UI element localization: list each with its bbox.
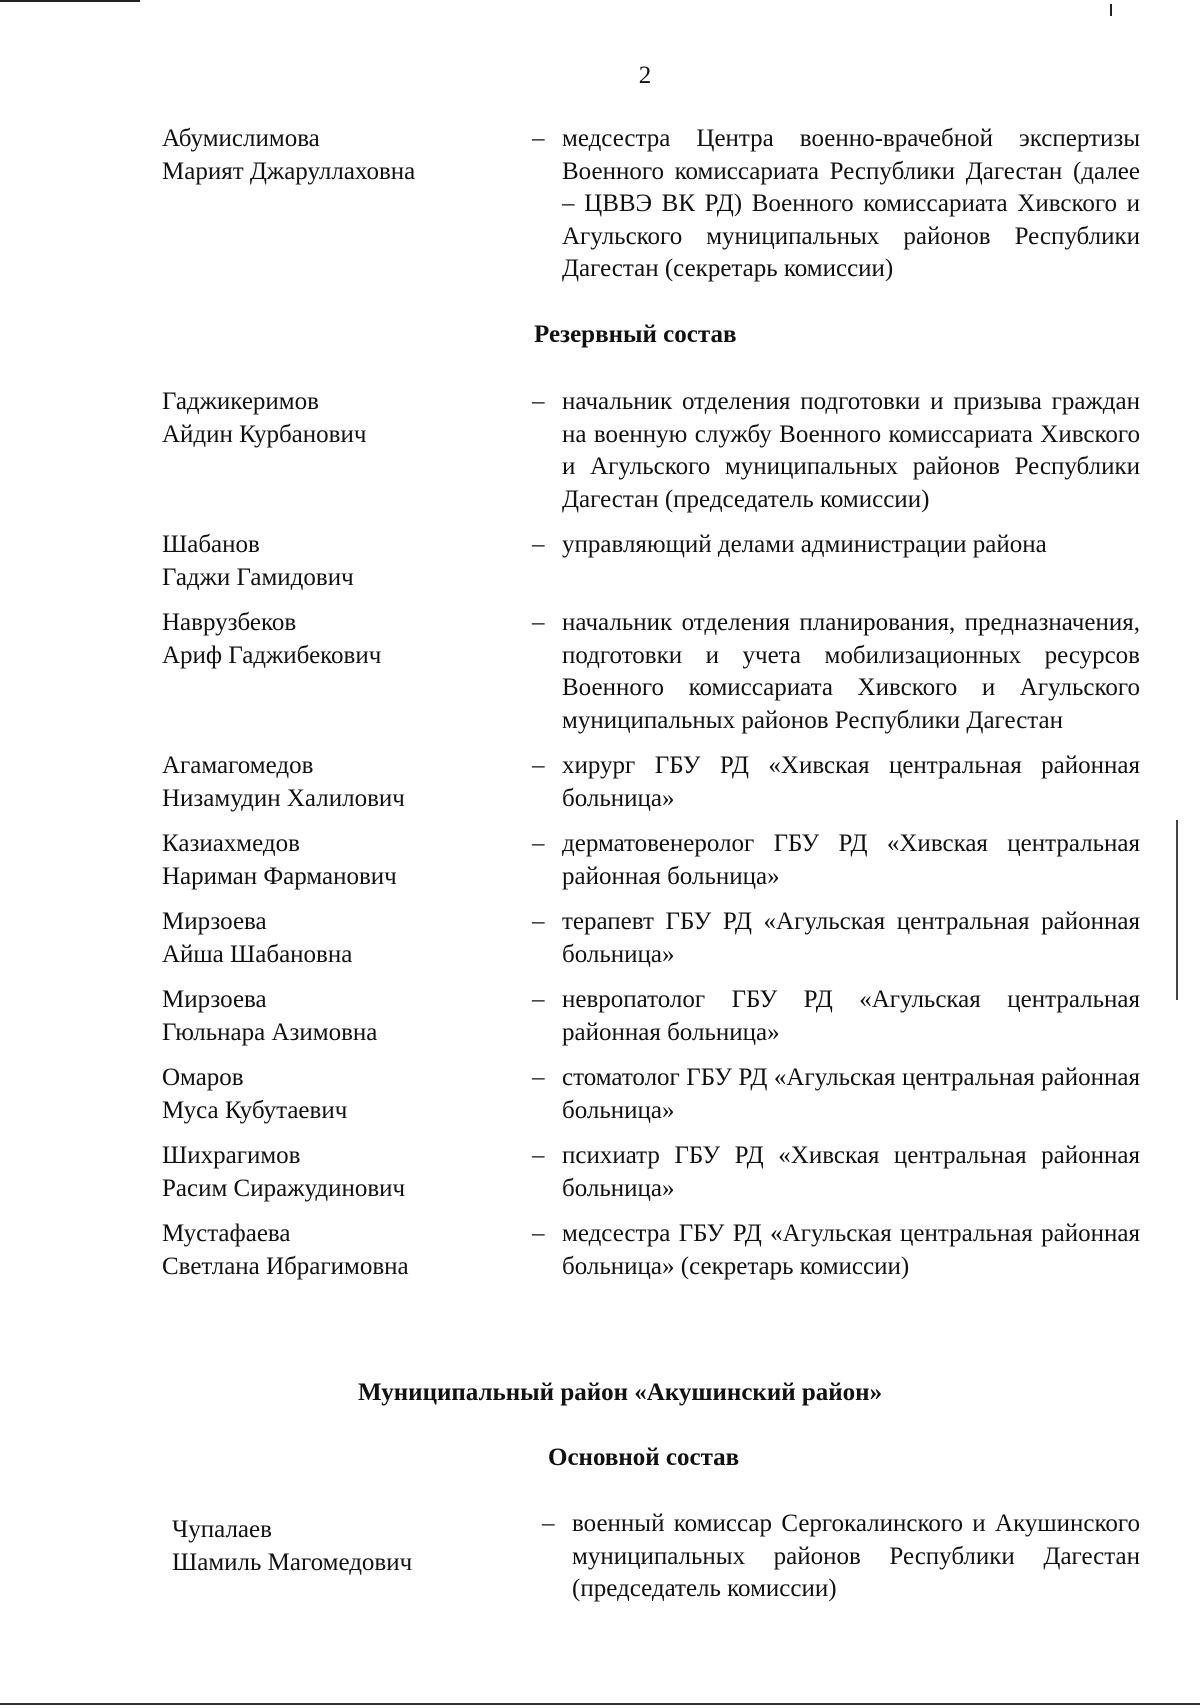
member-given-name: Светлана Ибрагимовна xyxy=(162,1252,409,1280)
member-surname: Наврузбеков xyxy=(162,609,297,636)
member-given-name: Муса Кубутаевич xyxy=(162,1096,348,1124)
member-given-name: Ариф Гаджибекович xyxy=(162,641,382,669)
member-name xyxy=(162,529,522,594)
dash-separator: – xyxy=(532,1142,545,1169)
dash-separator: – xyxy=(532,388,545,415)
member-entry xyxy=(162,1140,1140,1205)
member-name xyxy=(162,1218,522,1283)
member-role: стоматолог ГБУ РД «Агульская центральная районная больница» xyxy=(562,1064,1140,1124)
dash-separator: – xyxy=(532,908,545,935)
member-role: психиатр ГБУ РД «Хивская центральная районная больница» xyxy=(562,1142,1140,1202)
member-entry xyxy=(162,529,1140,594)
member-surname: Омаров xyxy=(162,1064,244,1091)
member-given-name: Гаджи Гамидович xyxy=(162,563,354,591)
member-surname: Абумислимова xyxy=(162,125,320,152)
member-given-name: Расим Сиражудинович xyxy=(162,1174,406,1202)
member-role: военный комиссар Сергокалинского и Акушинского муниципальных районов Республики Дагестан (председатель комиссии) xyxy=(572,1510,1140,1602)
member-name xyxy=(162,906,522,971)
member-entry xyxy=(162,906,1140,971)
member-surname: Казиахмедов xyxy=(162,830,300,857)
section-heading-district: Муниципальный район «Акушинский район» xyxy=(358,1379,883,1406)
member-name xyxy=(162,1140,522,1205)
page-number: 2 xyxy=(638,62,652,89)
dash-separator: – xyxy=(532,830,545,857)
member-name xyxy=(162,386,522,451)
member-entry xyxy=(162,386,1140,516)
dash-separator: – xyxy=(542,1510,555,1537)
member-given-name: Нариман Фарманович xyxy=(162,862,397,890)
member-entry xyxy=(162,607,1140,737)
member-role: начальник отделения подготовки и призыва граждан на военную службу Военного комиссариата Хивского и Агульского муниципальных районов Республики Дагестан (председатель комиссии) xyxy=(562,388,1140,513)
dash-separator: – xyxy=(532,1064,545,1091)
scan-edge-top-right xyxy=(1110,4,1112,16)
members-list-reserve xyxy=(162,386,1140,1283)
scan-edge-bottom xyxy=(0,1703,1200,1705)
member-entry xyxy=(162,828,1140,893)
member-given-name: Низамудин Халилович xyxy=(162,784,405,812)
member-surname: Гаджикеримов xyxy=(162,388,319,415)
member-surname: Агамагомедов xyxy=(162,752,314,779)
member-name xyxy=(162,607,522,672)
member-name xyxy=(162,123,522,188)
member-role: хирург ГБУ РД «Хивская центральная районная больница» xyxy=(562,752,1140,812)
member-given-name: Айдин Курбанович xyxy=(162,420,367,448)
member-role: невропатолог ГБУ РД «Агульская центральная районная больница» xyxy=(562,986,1140,1046)
member-role: управляющий делами администрации района xyxy=(562,531,1047,558)
member-name xyxy=(172,1514,532,1579)
member-entry xyxy=(162,750,1140,815)
scan-edge-right xyxy=(1176,820,1178,1000)
section-heading-main: Основной состав xyxy=(548,1444,740,1471)
member-entry xyxy=(172,1508,1140,1606)
member-given-name: Айша Шабановна xyxy=(162,940,353,968)
members-list-primary xyxy=(162,123,1140,294)
member-name xyxy=(162,1062,522,1127)
dash-separator: – xyxy=(532,609,545,636)
dash-separator: – xyxy=(532,986,545,1013)
dash-separator: – xyxy=(532,125,545,152)
member-name xyxy=(162,750,522,815)
member-name xyxy=(162,828,522,893)
dash-separator: – xyxy=(532,752,545,779)
member-given-name: Шамиль Магомедович xyxy=(172,1548,413,1576)
member-role: начальник отделения планирования, предназначения, подготовки и учета мобилизационных ресурсов Военного комиссариата Хивского и Агульского муниципальных районов Республики Дагестан xyxy=(562,609,1140,734)
member-entry xyxy=(162,1062,1140,1127)
member-given-name: Гюльнара Азимовна xyxy=(162,1018,378,1046)
dash-separator: – xyxy=(532,1220,545,1247)
member-role: дерматовенеролог ГБУ РД «Хивская центральная районная больница» xyxy=(562,830,1140,890)
dash-separator: – xyxy=(532,531,545,558)
member-entry xyxy=(162,123,1140,286)
member-role: медсестра ГБУ РД «Агульская центральная районная больница» (секретарь комиссии) xyxy=(562,1220,1140,1280)
members-list-akusha xyxy=(172,1508,1140,1606)
member-surname: Шихрагимов xyxy=(162,1142,301,1169)
member-surname: Мустафаева xyxy=(162,1220,291,1247)
section-heading-reserve: Резервный состав xyxy=(534,321,737,348)
member-role: медсестра Центра военно-врачебной экспертизы Военного комиссариата Республики Дагестан (далее – ЦВВЭ ВК РД) Военного комиссариата Хивского и Агульского муниципальных районов Республики Дагестан (секретарь комиссии) xyxy=(562,125,1140,282)
member-name xyxy=(162,984,522,1049)
member-entry xyxy=(162,984,1140,1049)
member-surname: Шабанов xyxy=(162,531,260,558)
member-surname: Мирзоева xyxy=(162,908,267,935)
member-given-name: Марият Джаруллаховна xyxy=(162,157,416,185)
member-surname: Чупалаев xyxy=(172,1516,272,1543)
scan-edge-top-left xyxy=(0,0,140,2)
member-surname: Мирзоева xyxy=(162,986,267,1013)
member-entry xyxy=(162,1218,1140,1283)
member-role: терапевт ГБУ РД «Агульская центральная районная больница» xyxy=(562,908,1140,968)
